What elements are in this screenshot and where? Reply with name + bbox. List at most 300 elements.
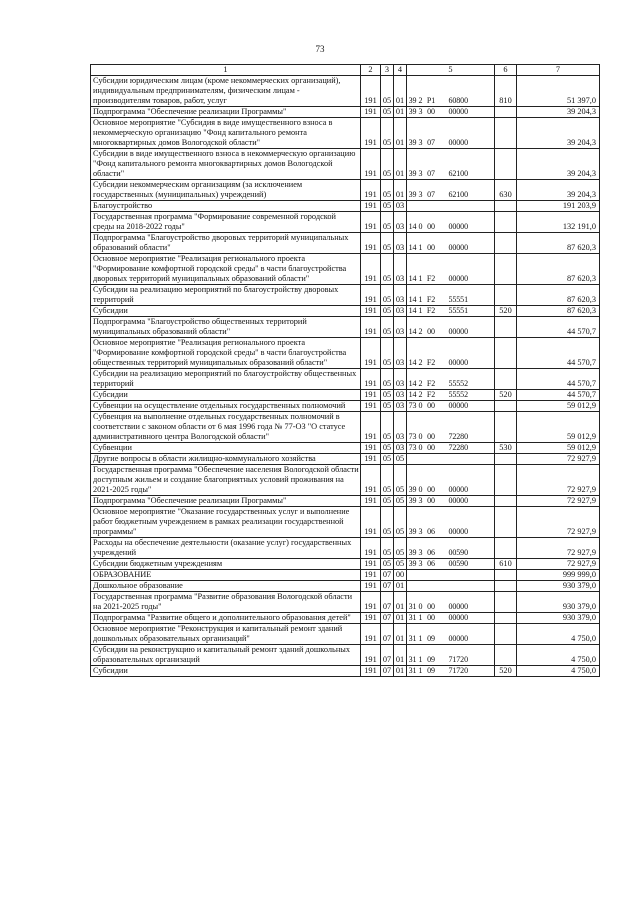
- row-amount: 72 927,9: [517, 559, 600, 570]
- target-direction: 71720: [448, 655, 468, 664]
- row-name: Субсидии в виде имущественного взноса в некоммерческую организацию "Фонд капитального ремонта многоквартирных домов Вологодской области": [91, 149, 361, 180]
- row-subsection: 01: [394, 149, 407, 180]
- row-section: 05: [381, 465, 394, 496]
- target-event: 07: [427, 169, 435, 178]
- table-row: [91, 76, 600, 107]
- row-name: Субсидии: [91, 306, 361, 317]
- row-target-article: [407, 559, 495, 570]
- row-target-article: [407, 107, 495, 118]
- row-grbs: 191: [361, 390, 381, 401]
- table-row: [91, 317, 600, 338]
- target-program: 31: [408, 655, 417, 664]
- target-subprogram: 2: [418, 358, 423, 367]
- table-row: [91, 201, 600, 212]
- target-program: 39: [408, 559, 417, 568]
- row-target-article: [407, 465, 495, 496]
- target-direction: 72280: [448, 432, 468, 441]
- row-amount: 39 204,3: [517, 149, 600, 180]
- table-row: [91, 507, 600, 538]
- row-grbs: 191: [361, 201, 381, 212]
- row-subsection: 05: [394, 465, 407, 496]
- row-target-article: [407, 285, 495, 306]
- row-section: 07: [381, 592, 394, 613]
- row-grbs: 191: [361, 118, 381, 149]
- target-program: 73: [408, 432, 417, 441]
- row-target-article: [407, 496, 495, 507]
- table-row: [91, 306, 600, 317]
- table-row: [91, 496, 600, 507]
- row-subsection: 01: [394, 592, 407, 613]
- row-grbs: 191: [361, 538, 381, 559]
- row-expense-type: [495, 538, 517, 559]
- row-amount: 930 379,0: [517, 581, 600, 592]
- row-target-article: [407, 149, 495, 180]
- table-row: [91, 107, 600, 118]
- table-row: [91, 149, 600, 180]
- row-target-article: [407, 306, 495, 317]
- row-expense-type: [495, 254, 517, 285]
- row-expense-type: [495, 613, 517, 624]
- row-target-article: [407, 538, 495, 559]
- row-grbs: 191: [361, 624, 381, 645]
- row-expense-type: [495, 107, 517, 118]
- target-direction: 00590: [448, 548, 468, 557]
- row-grbs: 191: [361, 613, 381, 624]
- row-amount: 87 620,3: [517, 254, 600, 285]
- row-subsection: 01: [394, 180, 407, 201]
- row-section: 05: [381, 443, 394, 454]
- row-name: Субсидии: [91, 666, 361, 677]
- row-name: Основное мероприятие "Субсидия в виде имущественного взноса в некоммерческую организацию "Фонд капитального ремонта многоквартирных домов Вологодской области": [91, 118, 361, 149]
- row-amount: 930 379,0: [517, 613, 600, 624]
- row-subsection: 03: [394, 369, 407, 390]
- row-name: Подпрограмма "Обеспечение реализации Программы": [91, 496, 361, 507]
- target-program: 14: [408, 295, 417, 304]
- row-section: 07: [381, 570, 394, 581]
- table-row: [91, 454, 600, 465]
- target-event: 00: [427, 485, 435, 494]
- row-name: Основное мероприятие "Реализация регионального проекта "Формирование комфортной городской среды" в части благоустройства дворовых территорий муниципальных образований области": [91, 254, 361, 285]
- table-row: [91, 613, 600, 624]
- target-subprogram: 0: [418, 432, 423, 441]
- row-grbs: 191: [361, 412, 381, 443]
- row-section: 05: [381, 454, 394, 465]
- row-expense-type: [495, 581, 517, 592]
- target-direction: 55551: [448, 306, 468, 315]
- row-target-article: [407, 180, 495, 201]
- row-subsection: 03: [394, 443, 407, 454]
- table-row: [91, 390, 600, 401]
- target-event: 00: [427, 401, 435, 410]
- header-cell: 1: [91, 65, 361, 76]
- row-amount: 999 999,0: [517, 570, 600, 581]
- row-expense-type: [495, 465, 517, 496]
- row-name: Основное мероприятие "Реконструкция и капитальный ремонт зданий дошкольных образовательных организаций": [91, 624, 361, 645]
- table-row: [91, 465, 600, 496]
- target-subprogram: 3: [418, 496, 423, 505]
- row-name: Субсидии на реализацию мероприятий по благоустройству общественных территорий: [91, 369, 361, 390]
- table-row: [91, 233, 600, 254]
- target-program: 14: [408, 222, 417, 231]
- row-expense-type: [495, 496, 517, 507]
- row-name: Субвенции: [91, 443, 361, 454]
- header-row: [91, 65, 600, 76]
- row-target-article: [407, 317, 495, 338]
- target-subprogram: 1: [418, 243, 423, 252]
- row-name: Дошкольное образование: [91, 581, 361, 592]
- header-cell: 6: [495, 65, 517, 76]
- row-grbs: 191: [361, 306, 381, 317]
- row-expense-type: [495, 212, 517, 233]
- target-direction: 00000: [448, 485, 468, 494]
- row-subsection: 03: [394, 401, 407, 412]
- row-subsection: 01: [394, 645, 407, 666]
- row-expense-type: 610: [495, 559, 517, 570]
- row-target-article: [407, 613, 495, 624]
- row-grbs: 191: [361, 645, 381, 666]
- target-direction: 60800: [448, 96, 468, 105]
- row-amount: 59 012,9: [517, 401, 600, 412]
- row-subsection: 01: [394, 624, 407, 645]
- target-program: 31: [408, 602, 417, 611]
- target-program: 39: [408, 548, 417, 557]
- row-grbs: 191: [361, 454, 381, 465]
- row-name: Государственная программа "Обеспечение населения Вологодской области доступным жильем и создание благоприятных условий проживания на 2021-2025 годы": [91, 465, 361, 496]
- target-program: 39: [408, 169, 417, 178]
- row-grbs: 191: [361, 180, 381, 201]
- row-subsection: 03: [394, 317, 407, 338]
- table-row: [91, 645, 600, 666]
- row-target-article: [407, 338, 495, 369]
- row-name: Благоустройство: [91, 201, 361, 212]
- row-grbs: 191: [361, 149, 381, 180]
- row-grbs: 191: [361, 212, 381, 233]
- table-row: [91, 559, 600, 570]
- row-section: 05: [381, 507, 394, 538]
- target-program: 14: [408, 274, 417, 283]
- header-cell: 7: [517, 65, 600, 76]
- target-subprogram: 3: [418, 548, 423, 557]
- target-program: 39: [408, 138, 417, 147]
- row-section: 07: [381, 613, 394, 624]
- target-program: 14: [408, 306, 417, 315]
- row-name: Субсидии на реализацию мероприятий по благоустройству дворовых территорий: [91, 285, 361, 306]
- row-expense-type: [495, 645, 517, 666]
- row-expense-type: [495, 570, 517, 581]
- row-expense-type: 520: [495, 666, 517, 677]
- row-grbs: 191: [361, 592, 381, 613]
- row-expense-type: [495, 507, 517, 538]
- table-row: [91, 369, 600, 390]
- target-event: P1: [426, 96, 436, 105]
- row-target-article: [407, 454, 495, 465]
- target-event: F2: [426, 358, 436, 367]
- target-subprogram: 0: [418, 485, 423, 494]
- target-program: 39: [408, 96, 417, 105]
- target-direction: 00000: [448, 613, 468, 622]
- target-event: 00: [427, 443, 435, 452]
- row-amount: 132 191,0: [517, 212, 600, 233]
- table-row: [91, 212, 600, 233]
- row-amount: 72 927,9: [517, 538, 600, 559]
- row-section: 05: [381, 306, 394, 317]
- row-grbs: 191: [361, 570, 381, 581]
- target-program: 73: [408, 401, 417, 410]
- target-event: F2: [426, 390, 436, 399]
- target-subprogram: 0: [418, 443, 423, 452]
- target-event: 09: [427, 655, 435, 664]
- target-event: 06: [427, 527, 435, 536]
- target-event: 00: [427, 432, 435, 441]
- row-name: Подпрограмма "Благоустройство дворовых территорий муниципальных образований области": [91, 233, 361, 254]
- target-subprogram: 1: [418, 306, 423, 315]
- row-grbs: 191: [361, 559, 381, 570]
- target-subprogram: 3: [418, 559, 423, 568]
- target-subprogram: 0: [418, 222, 423, 231]
- row-target-article: [407, 254, 495, 285]
- row-name: Государственная программа "Формирование современной городской среды на 2018-2022 годы": [91, 212, 361, 233]
- row-subsection: 01: [394, 613, 407, 624]
- row-amount: 87 620,3: [517, 285, 600, 306]
- target-subprogram: 1: [418, 655, 423, 664]
- row-name: Субвенции на осуществление отдельных государственных полномочий: [91, 401, 361, 412]
- target-direction: 00000: [448, 243, 468, 252]
- target-subprogram: 2: [418, 96, 423, 105]
- row-target-article: [407, 507, 495, 538]
- row-expense-type: [495, 285, 517, 306]
- row-name: Подпрограмма "Обеспечение реализации Программы": [91, 107, 361, 118]
- row-name: Государственная программа "Развитие образования Вологодской области на 2021-2025 годы": [91, 592, 361, 613]
- target-program: 14: [408, 390, 417, 399]
- target-direction: 55552: [448, 390, 468, 399]
- target-program: 39: [408, 485, 417, 494]
- row-amount: 4 750,0: [517, 624, 600, 645]
- target-direction: 00000: [448, 138, 468, 147]
- target-event: 06: [427, 559, 435, 568]
- row-subsection: 00: [394, 570, 407, 581]
- row-subsection: 03: [394, 212, 407, 233]
- target-program: 14: [408, 358, 417, 367]
- header-cell: 2: [361, 65, 381, 76]
- table-row: [91, 624, 600, 645]
- target-event: 07: [427, 190, 435, 199]
- row-section: 05: [381, 496, 394, 507]
- row-grbs: 191: [361, 233, 381, 254]
- target-event: 00: [427, 243, 435, 252]
- row-target-article: [407, 390, 495, 401]
- row-name: Субсидии: [91, 390, 361, 401]
- target-direction: 00000: [448, 274, 468, 283]
- row-subsection: 01: [394, 666, 407, 677]
- row-amount: 59 012,9: [517, 412, 600, 443]
- row-amount: 87 620,3: [517, 306, 600, 317]
- row-target-article: [407, 570, 495, 581]
- row-target-article: [407, 369, 495, 390]
- target-program: 14: [408, 243, 417, 252]
- target-event: 00: [427, 496, 435, 505]
- row-section: 05: [381, 233, 394, 254]
- table-row: [91, 338, 600, 369]
- table-row: [91, 581, 600, 592]
- row-grbs: 191: [361, 443, 381, 454]
- row-name: Субсидии бюджетным учреждениям: [91, 559, 361, 570]
- row-name: Основное мероприятие "Реализация регионального проекта "Формирование комфортной городской среды" в части благоустройства общественных территорий муниципальных образований области": [91, 338, 361, 369]
- row-target-article: [407, 443, 495, 454]
- target-program: 39: [408, 527, 417, 536]
- target-subprogram: 2: [418, 379, 423, 388]
- row-grbs: 191: [361, 76, 381, 107]
- row-target-article: [407, 401, 495, 412]
- target-subprogram: 3: [418, 169, 423, 178]
- target-program: 39: [408, 107, 417, 116]
- target-event: F2: [426, 295, 436, 304]
- row-grbs: 191: [361, 581, 381, 592]
- target-event: 00: [427, 602, 435, 611]
- target-program: 14: [408, 379, 417, 388]
- row-target-article: [407, 212, 495, 233]
- row-subsection: 05: [394, 559, 407, 570]
- row-expense-type: [495, 338, 517, 369]
- row-name: Подпрограмма "Благоустройство общественных территорий муниципальных образований области": [91, 317, 361, 338]
- row-section: 05: [381, 212, 394, 233]
- target-program: 39: [408, 496, 417, 505]
- row-amount: 72 927,9: [517, 507, 600, 538]
- row-subsection: 03: [394, 306, 407, 317]
- row-subsection: 05: [394, 538, 407, 559]
- row-section: 05: [381, 285, 394, 306]
- row-section: 05: [381, 401, 394, 412]
- target-direction: 55552: [448, 379, 468, 388]
- row-name: Расходы на обеспечение деятельности (оказание услуг) государственных учреждений: [91, 538, 361, 559]
- row-section: 07: [381, 581, 394, 592]
- table-row: [91, 118, 600, 149]
- target-direction: 00000: [448, 496, 468, 505]
- target-subprogram: 1: [418, 274, 423, 283]
- header-cell: 5: [407, 65, 495, 76]
- row-amount: 44 570,7: [517, 317, 600, 338]
- row-expense-type: 520: [495, 306, 517, 317]
- target-subprogram: 3: [418, 190, 423, 199]
- row-section: 05: [381, 149, 394, 180]
- row-expense-type: [495, 233, 517, 254]
- row-target-article: [407, 581, 495, 592]
- row-name: Субсидии на реконструкцию и капитальный ремонт зданий дошкольных образовательных организаций: [91, 645, 361, 666]
- row-expense-type: [495, 149, 517, 180]
- row-expense-type: [495, 201, 517, 212]
- target-subprogram: 0: [418, 401, 423, 410]
- target-direction: 55551: [448, 295, 468, 304]
- row-target-article: [407, 233, 495, 254]
- target-direction: 71720: [448, 666, 468, 675]
- target-subprogram: 0: [418, 602, 423, 611]
- row-section: 05: [381, 412, 394, 443]
- target-event: 00: [427, 222, 435, 231]
- target-event: 00: [427, 107, 435, 116]
- table-row: [91, 570, 600, 581]
- row-amount: 72 927,9: [517, 454, 600, 465]
- row-expense-type: [495, 369, 517, 390]
- row-expense-type: 630: [495, 180, 517, 201]
- row-amount: 39 204,3: [517, 180, 600, 201]
- row-section: 05: [381, 107, 394, 118]
- row-subsection: 03: [394, 233, 407, 254]
- row-amount: 4 750,0: [517, 645, 600, 666]
- table-row: [91, 401, 600, 412]
- row-expense-type: [495, 401, 517, 412]
- target-program: 31: [408, 634, 417, 643]
- row-section: 07: [381, 624, 394, 645]
- row-section: 05: [381, 369, 394, 390]
- row-expense-type: 810: [495, 76, 517, 107]
- table-row: [91, 666, 600, 677]
- row-expense-type: [495, 592, 517, 613]
- row-grbs: 191: [361, 338, 381, 369]
- table-row: [91, 538, 600, 559]
- target-event: F2: [426, 379, 436, 388]
- row-amount: 72 927,9: [517, 465, 600, 496]
- target-event: 09: [427, 634, 435, 643]
- target-program: 31: [408, 613, 417, 622]
- row-subsection: 03: [394, 201, 407, 212]
- row-subsection: 01: [394, 118, 407, 149]
- row-subsection: 05: [394, 496, 407, 507]
- row-amount: 72 927,9: [517, 496, 600, 507]
- target-direction: 62100: [448, 169, 468, 178]
- row-grbs: 191: [361, 285, 381, 306]
- row-name: Субвенция на выполнение отдельных государственных полномочий в соответствии с законом области от 6 мая 1996 года № 77-ОЗ "О статусе административного центра Вологодской области": [91, 412, 361, 443]
- row-expense-type: 530: [495, 443, 517, 454]
- row-grbs: 191: [361, 401, 381, 412]
- table-row: [91, 180, 600, 201]
- row-subsection: 03: [394, 390, 407, 401]
- header-cell: 4: [394, 65, 407, 76]
- target-direction: 00000: [448, 527, 468, 536]
- row-amount: 44 570,7: [517, 338, 600, 369]
- row-name: Основное мероприятие "Оказание государственных услуг и выполнение работ бюджетным учреждением в рамках реализации государственной программы": [91, 507, 361, 538]
- row-amount: 4 750,0: [517, 666, 600, 677]
- row-section: 05: [381, 559, 394, 570]
- target-program: 14: [408, 327, 417, 336]
- table-row: [91, 412, 600, 443]
- target-event: 07: [427, 138, 435, 147]
- row-grbs: 191: [361, 254, 381, 285]
- row-subsection: 03: [394, 285, 407, 306]
- row-section: 05: [381, 118, 394, 149]
- target-event: F2: [426, 274, 436, 283]
- target-subprogram: 2: [418, 390, 423, 399]
- row-subsection: 05: [394, 454, 407, 465]
- target-program: 73: [408, 443, 417, 452]
- row-target-article: [407, 201, 495, 212]
- row-section: 07: [381, 666, 394, 677]
- target-subprogram: 3: [418, 107, 423, 116]
- row-section: 07: [381, 645, 394, 666]
- row-section: 05: [381, 338, 394, 369]
- row-name: ОБРАЗОВАНИЕ: [91, 570, 361, 581]
- table-row: [91, 592, 600, 613]
- target-direction: 00000: [448, 327, 468, 336]
- target-subprogram: 1: [418, 613, 423, 622]
- table-row: [91, 285, 600, 306]
- table-row: [91, 254, 600, 285]
- row-section: 05: [381, 180, 394, 201]
- row-amount: 59 012,9: [517, 443, 600, 454]
- target-subprogram: 3: [418, 527, 423, 536]
- row-name: Субсидии некоммерческим организациям (за исключением государственных (муниципальных) учреждений): [91, 180, 361, 201]
- row-subsection: 03: [394, 412, 407, 443]
- row-subsection: 01: [394, 107, 407, 118]
- row-section: 05: [381, 201, 394, 212]
